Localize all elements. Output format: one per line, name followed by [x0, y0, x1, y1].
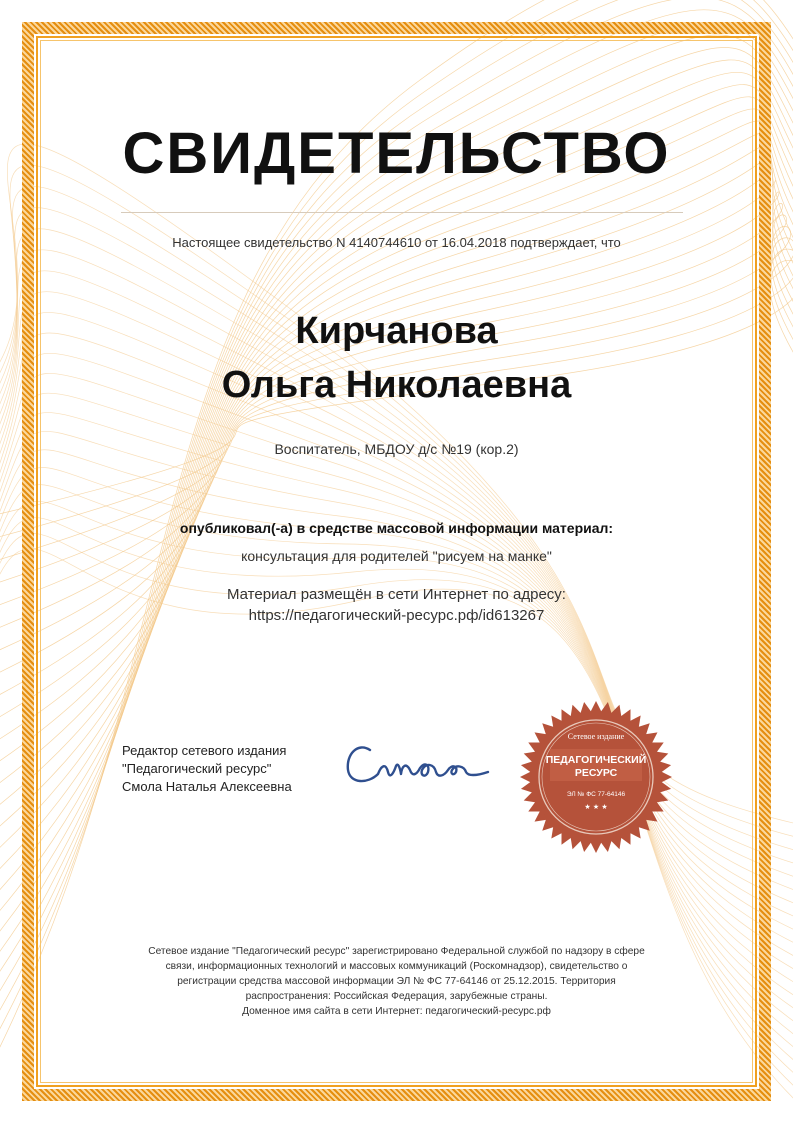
editor-block: [122, 742, 292, 796]
seal-title-line2: РЕСУРС: [574, 767, 618, 779]
footer-line: распространения: Российская Федерация, зарубежные страны.: [245, 991, 548, 1002]
registration-footer: [110, 944, 683, 1019]
editor-title: Редактор сетевого издания: [122, 743, 287, 758]
publication-seal: [516, 697, 676, 857]
seal-stars: ★ ★ ★: [584, 803, 608, 811]
editor-signature: [340, 732, 500, 792]
certificate-title: СВИДЕТЕЛЬСТВО: [122, 121, 671, 186]
title-divider: [121, 212, 683, 213]
editor-name: Смола Наталья Алексеевна: [122, 779, 292, 794]
recipient-given-name: Ольга Николаевна: [221, 364, 572, 406]
seal-reg-number: ЭЛ № ФС 77-64146: [566, 791, 626, 798]
certificate-intro: Настоящее свидетельство N 4140744610 от 16.04.2018 подтверждает, что: [172, 235, 621, 250]
seal-title-line1: ПЕДАГОГИЧЕСКИЙ: [545, 754, 647, 766]
seal-top-text: Сетевое издание: [567, 732, 625, 741]
placed-label: Материал размещён в сети Интернет по адресу:: [227, 586, 566, 603]
material-url: https://педагогический-ресурс.рф/id613267: [248, 607, 545, 624]
footer-line: связи, информационных технологий и массовых коммуникаций (Роскомнадзор), свидетельство о: [165, 961, 628, 972]
footer-line: Доменное имя сайта в сети Интернет: педагогический-ресурс.рф: [242, 1006, 551, 1017]
recipient-surname: Кирчанова: [295, 310, 498, 352]
footer-line: Сетевое издание "Педагогический ресурс" зарегистрировано Федеральной службой по надзору в сфере: [148, 946, 645, 957]
material-title: консультация для родителей "рисуем на манке": [241, 548, 552, 564]
recipient-position: Воспитатель, МБДОУ д/с №19 (кор.2): [274, 441, 519, 457]
footer-line: регистрации средства массовой информации ЭЛ № ФС 77-64146 от 25.12.2015. Территория: [177, 976, 616, 987]
editor-publication: "Педагогический ресурс": [122, 761, 272, 776]
published-label: опубликовал(-а) в средстве массовой информации материал:: [179, 520, 614, 536]
